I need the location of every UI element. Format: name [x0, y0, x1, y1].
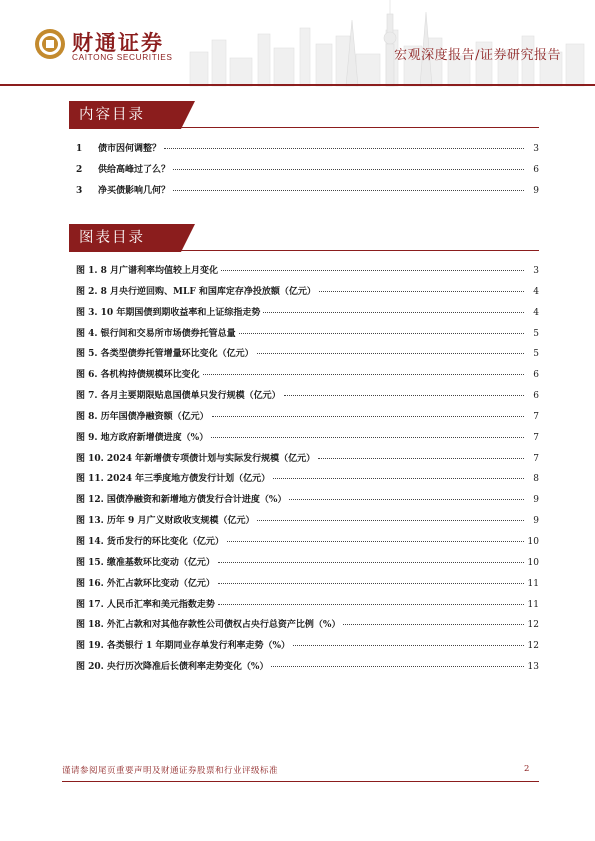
figure-entry-label: 图 19. 各类银行 1 年期同业存单发行利率走势（%）: [76, 641, 291, 652]
report-type-label: 宏观深度报告/证券研究报告: [394, 48, 561, 63]
figure-entry-label: 图 9. 地方政府新增债进度（%）: [76, 432, 209, 443]
figure-entry-page: 7: [533, 453, 539, 464]
figure-entry-label: 图 13. 历年 9 月广义财政收支规模（亿元）: [76, 516, 255, 527]
figure-entry-page: 10: [527, 557, 539, 568]
toc-entry[interactable]: [76, 183, 539, 204]
contents-title-rule: [181, 127, 539, 128]
figure-entry-page: 4: [533, 286, 539, 297]
figure-entry[interactable]: [76, 638, 539, 659]
figure-entry-label: 图 7. 各月主要期限贴息国债单只发行规模（亿元）: [76, 391, 281, 402]
figure-entry-page: 13: [527, 662, 539, 673]
figures-section-header: [69, 224, 539, 252]
footer-divider: [62, 781, 539, 782]
figure-entry-label: 图 4. 银行间和交易所市场债券托管总量: [76, 328, 236, 339]
figure-entry[interactable]: [76, 597, 539, 618]
figure-entry-label: 图 16. 外汇占款环比变动（亿元）: [76, 578, 215, 589]
figures-title-rule: [181, 250, 539, 251]
figure-entry[interactable]: [76, 576, 539, 597]
figure-entry-page: 12: [527, 620, 539, 631]
toc-entry-label: 供给高峰过了么？: [98, 165, 171, 175]
figure-entry[interactable]: [76, 617, 539, 638]
figure-entry-label: 图 3. 10 年期国债到期收益率和上证综指走势: [76, 307, 261, 318]
figure-entry[interactable]: [76, 471, 539, 492]
toc-entry-label: 债市因何调整？: [98, 144, 162, 154]
figure-entry[interactable]: [76, 409, 539, 430]
toc-entry-page: 9: [533, 186, 539, 196]
figure-entry[interactable]: [76, 534, 539, 555]
figure-entry[interactable]: [76, 430, 539, 451]
figures-list: [76, 263, 539, 680]
header-divider: [0, 84, 595, 86]
figure-entry-label: 图 6. 各机构持债规模环比变化: [76, 370, 200, 381]
figure-entry-label: 图 2. 8 月央行逆回购、MLF 和国库定存净投放额（亿元）: [76, 286, 316, 297]
figure-entry[interactable]: [76, 659, 539, 680]
toc-entry[interactable]: [76, 162, 539, 183]
page-header: [0, 0, 595, 90]
figure-entry[interactable]: [76, 346, 539, 367]
figure-entry[interactable]: [76, 513, 539, 534]
figure-entry-label: 图 17. 人民币汇率和美元指数走势: [76, 599, 215, 610]
figure-entry[interactable]: [76, 388, 539, 409]
contents-list: [76, 141, 539, 204]
figure-entry[interactable]: [76, 263, 539, 284]
toc-entry[interactable]: [76, 141, 539, 162]
figure-entry-page: 8: [533, 474, 539, 485]
figure-entry-page: 12: [527, 641, 539, 652]
figure-entry-label: 图 5. 各类型债券托管增量环比变化（亿元）: [76, 349, 254, 360]
contents-section-header: [69, 101, 539, 129]
figure-entry-page: 4: [533, 307, 539, 318]
toc-entry-number: 3: [76, 186, 83, 196]
figure-entry-page: 7: [533, 411, 539, 422]
figure-entry[interactable]: [76, 367, 539, 388]
figure-entry-page: 11: [527, 599, 539, 610]
figure-entry-label: 图 11. 2024 年三季度地方债发行计划（亿元）: [76, 474, 271, 485]
figure-entry-label: 图 20. 央行历次降准后长债利率走势变化（%）: [76, 662, 269, 673]
figure-entry-page: 6: [533, 391, 539, 402]
figure-entry[interactable]: [76, 326, 539, 347]
page-number: 2: [524, 764, 530, 774]
figure-entry[interactable]: [76, 284, 539, 305]
figure-entry-label: 图 8. 历年国债净融资额（亿元）: [76, 411, 209, 422]
figure-entry-page: 7: [533, 432, 539, 443]
figure-entry[interactable]: [76, 555, 539, 576]
figure-entry[interactable]: [76, 451, 539, 472]
figure-entry-page: 6: [533, 370, 539, 381]
logo-english-name: CAITONG SECURITIES: [72, 52, 173, 62]
figure-entry-page: 3: [533, 266, 539, 276]
logo-chinese-name: 财通证券: [72, 31, 164, 55]
figure-entry-label: 图 14. 货币发行的环比变化（亿元）: [76, 536, 224, 547]
figure-entry[interactable]: [76, 305, 539, 326]
toc-entry-page: 3: [533, 144, 539, 154]
figure-entry-label: 图 1. 8 月广谱利率均值较上月变化: [76, 266, 219, 276]
figure-entry-page: 5: [533, 328, 539, 339]
figure-entry-page: 5: [533, 349, 539, 360]
toc-entry-label: 净买债影响几何？: [98, 186, 171, 196]
figure-entry-page: 9: [533, 495, 539, 506]
toc-entry-number: 2: [76, 165, 83, 175]
contents-title: 内容目录: [69, 101, 181, 129]
disclaimer-note: 谨请参阅尾页重要声明及财通证券股票和行业评级标准: [62, 766, 279, 776]
figure-entry-page: 11: [527, 578, 539, 589]
figure-entry-label: 图 12. 国债净融资和新增地方债发行合计进度（%）: [76, 495, 287, 506]
figure-entry-label: 图 10. 2024 年新增债专项债计划与实际发行规模（亿元）: [76, 453, 316, 464]
figure-entry-label: 图 18. 外汇占款和对其他存款性公司债权占央行总资产比例（%）: [76, 620, 341, 631]
figure-entry-label: 图 15. 缴准基数环比变动（亿元）: [76, 557, 215, 568]
figure-entry[interactable]: [76, 492, 539, 513]
toc-entry-number: 1: [76, 144, 83, 154]
caitong-logo-icon: [34, 28, 66, 60]
company-logo: [34, 28, 174, 68]
figures-title: 图表目录: [69, 224, 181, 252]
figure-entry-page: 10: [527, 536, 539, 547]
figure-entry-page: 9: [533, 516, 539, 527]
toc-entry-page: 6: [533, 165, 539, 175]
